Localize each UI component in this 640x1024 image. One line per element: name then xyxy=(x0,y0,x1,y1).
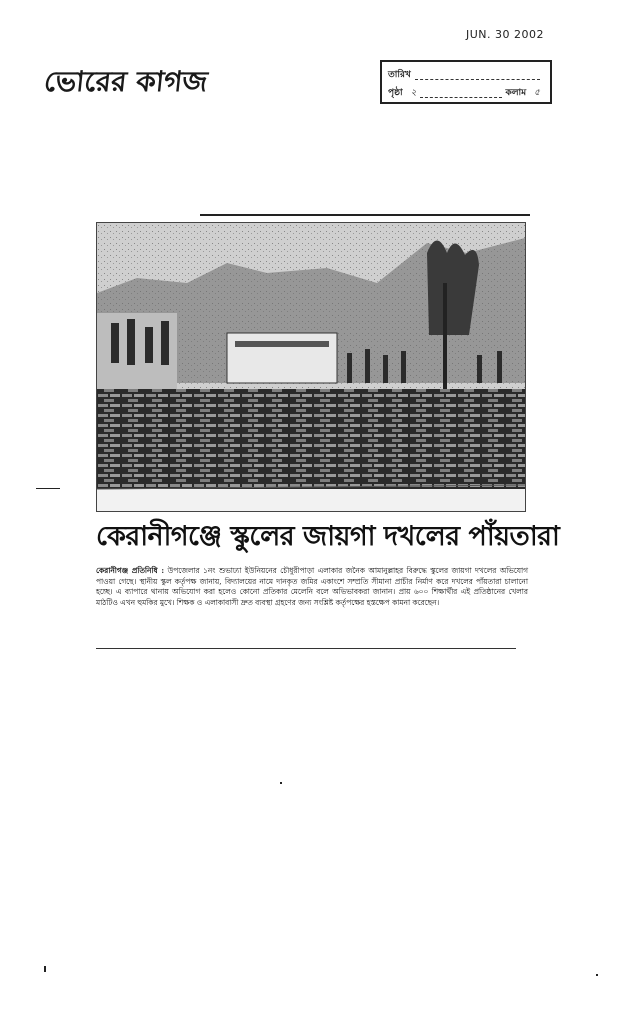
news-photo xyxy=(96,222,526,512)
meta-page-label: পৃষ্ঠা xyxy=(388,87,403,98)
meta-column-value: ৫ xyxy=(534,87,540,98)
meta-column-label: কলাম xyxy=(505,87,527,98)
meta-page-value: ২ xyxy=(410,87,417,98)
meta-page-column-row xyxy=(388,83,544,101)
clipping-meta-stamp xyxy=(380,60,552,104)
scan-speck xyxy=(280,782,282,784)
photo-illustration xyxy=(97,223,525,511)
article-body-text: উপজেলার ১নং শুভাঢ্যা ইউনিয়নের চৌধুরীপাড়া এলাকার জনৈক আমানুল্লাহর বিরুদ্ধে স্কুলের জায়গা দখলের অভিযোগ পাওয়া গেছে। স্থানীয় স্কুল কর্তৃপক্ষ জানায়, বিদ্যালয়ের নামে দানকৃত জমির একাংশে সম্প্রতি সীমানা প্রাচীর নির্মাণ করে দখলের পাঁয়তারা চালানো হচ্ছে। এ ব্যাপারে থানায় অভিযোগ করা হলেও কোনো প্রতিকার মেলেনি বলে অভিভাবকরা জানান। প্রায় ৬০০ শিক্ষার্থীর এই প্রতিষ্ঠানের খেলার মাঠটিও এখন হুমকির মুখে। শিক্ষক ও এলাকাবাসী দ্রুত ব্যবস্থা গ্রহণের জন্য সংশ্লিষ্ট কর্তৃপক্ষের হস্তক্ষেপ কামনা করেছেন। xyxy=(96,566,528,607)
article-dateline: কেরানীগঞ্জ প্রতিনিধি : xyxy=(96,566,165,575)
newspaper-masthead: ভোরের কাগজ xyxy=(42,65,210,98)
meta-date-row xyxy=(388,65,544,83)
scan-speck xyxy=(596,974,598,976)
article-headline: কেরানীগঞ্জে স্কুলের জায়গা দখলের পাঁয়তারা xyxy=(96,521,560,552)
article-body xyxy=(96,566,528,608)
meta-date-blank xyxy=(415,69,540,80)
meta-date-label: তারিখ xyxy=(388,69,411,80)
meta-page-blank xyxy=(420,87,501,98)
top-rule xyxy=(200,214,530,216)
bottom-rule xyxy=(96,648,516,649)
received-date-stamp: JUN. 30 2002 xyxy=(466,28,545,41)
scan-speck xyxy=(44,966,46,972)
scan-speck xyxy=(36,488,60,489)
